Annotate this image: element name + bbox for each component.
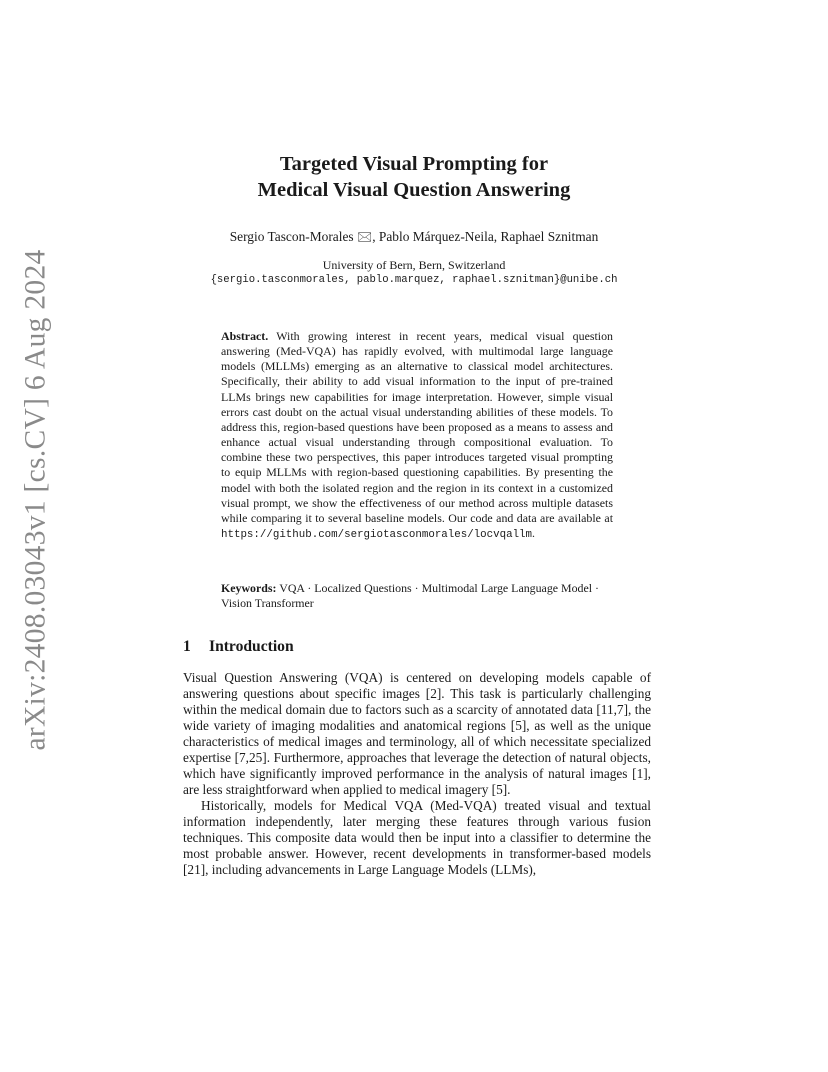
section-heading-introduction [183,638,294,656]
affiliation: University of Bern, Bern, Switzerland [322,258,506,272]
code-repository-link[interactable]: https://github.com/sergiotasconmorales/locvqallm [221,529,533,542]
keywords [221,581,613,611]
corresponding-author: Sergio Tascon-Morales [229,229,354,244]
arxiv-identifier-text: arXiv:2408.03043v1 [cs.CV] 6 Aug 2024 [19,249,52,751]
other-authors: , Pablo Márquez-Neila, Raphael Sznitman [372,229,599,244]
keywords-text: VQA · Localized Questions · Multimodal Large Language Model · Vision Transformer [221,581,600,611]
abstract-label: Abstract. [221,329,269,343]
introduction-body [183,670,651,878]
paper-title-line-2: Medical Visual Question Answering [257,179,571,201]
envelope-icon: 🖂 [356,230,373,245]
paragraph: Historically, models for Medical VQA (Med-VQA) treated visual and textual information independently, later merging these features through various fusion techniques. This composite data would then be input into a classifier to determine the most probable answer. However, recent developments in transformer-based models [21], including advancements in Large Language Models (LLMs), [183,798,651,877]
section-number: 1 [183,638,191,655]
paper-title [0,151,828,203]
abstract-text: With growing interest in recent years, medical visual question answering (Med-VQA) has rapidly evolved, with multimodal large language models (MLLMs) emerging as an alternative to classical model architectures. Specifically, their ability to add visual information to the input of pre-trained LLMs brings new capabilities for image interpretation. However, simple visual errors cast doubt on the actual visual understanding abilities of these models. To address this, region-based questions have been proposed as a means to assess and enhance actual visual understanding through compositional evaluation. To combine these two perspectives, this paper introduces targeted visual prompting to equip MLLMs with region-based questioning capabilities. By presenting the model with both the isolated region and the region in its context in a customized visual prompt, we show the effectiveness of our method across multiple datasets while comparing it to several baseline models. Our code and data are available at [221,329,613,525]
paragraph: Visual Question Answering (VQA) is centered on developing models capable of answering questions about specific images [2]. This task is particularly challenging within the medical domain due to factors such as a scarcity of annotated data [11,7], the wide variety of imaging modalities and anatomical regions [5], as well as the unique characteristics of medical images and terminology, all of which necessitate specialized expertise [7,25]. Furthermore, approaches that leverage the detection of natural objects, which have significantly improved performance in the analysis of natural images [1], are less straightforward when applied to medical imagery [5]. [183,670,651,797]
paper-title-line-1: Targeted Visual Prompting for [279,153,549,175]
affiliation-block [0,258,828,288]
author-emails: {sergio.tasconmorales, pablo.marquez, raphael.sznitman}@unibe.ch [210,274,618,286]
keywords-label: Keywords: [221,581,277,595]
section-title: Introduction [209,638,294,655]
abstract: Abstract. With growing interest in recent years, medical visual question answering (Med-VQA) has rapidly evolved, with multimodal large language models (MLLMs) emerging as an alternative to classical model architectures. Specifically, their ability to add visual information to the input of pre-trained LLMs brings new capabilities for image interpretation. However, simple visual errors cast doubt on the actual visual understanding abilities of these models. To address this, region-based questions have been proposed as a means to assess and enhance actual visual understanding through compositional evaluation. To combine these two perspectives, this paper introduces targeted visual prompting to equip MLLMs with region-based questioning capabilities. By presenting the model with both the isolated region and the region in its context in a customized visual prompt, we show the effectiveness of our method across multiple datasets while comparing it to several baseline models. Our code and data are available at https://github.com/sergiotasconmorales/locvqallm. [221,329,613,542]
author-list [0,228,828,250]
